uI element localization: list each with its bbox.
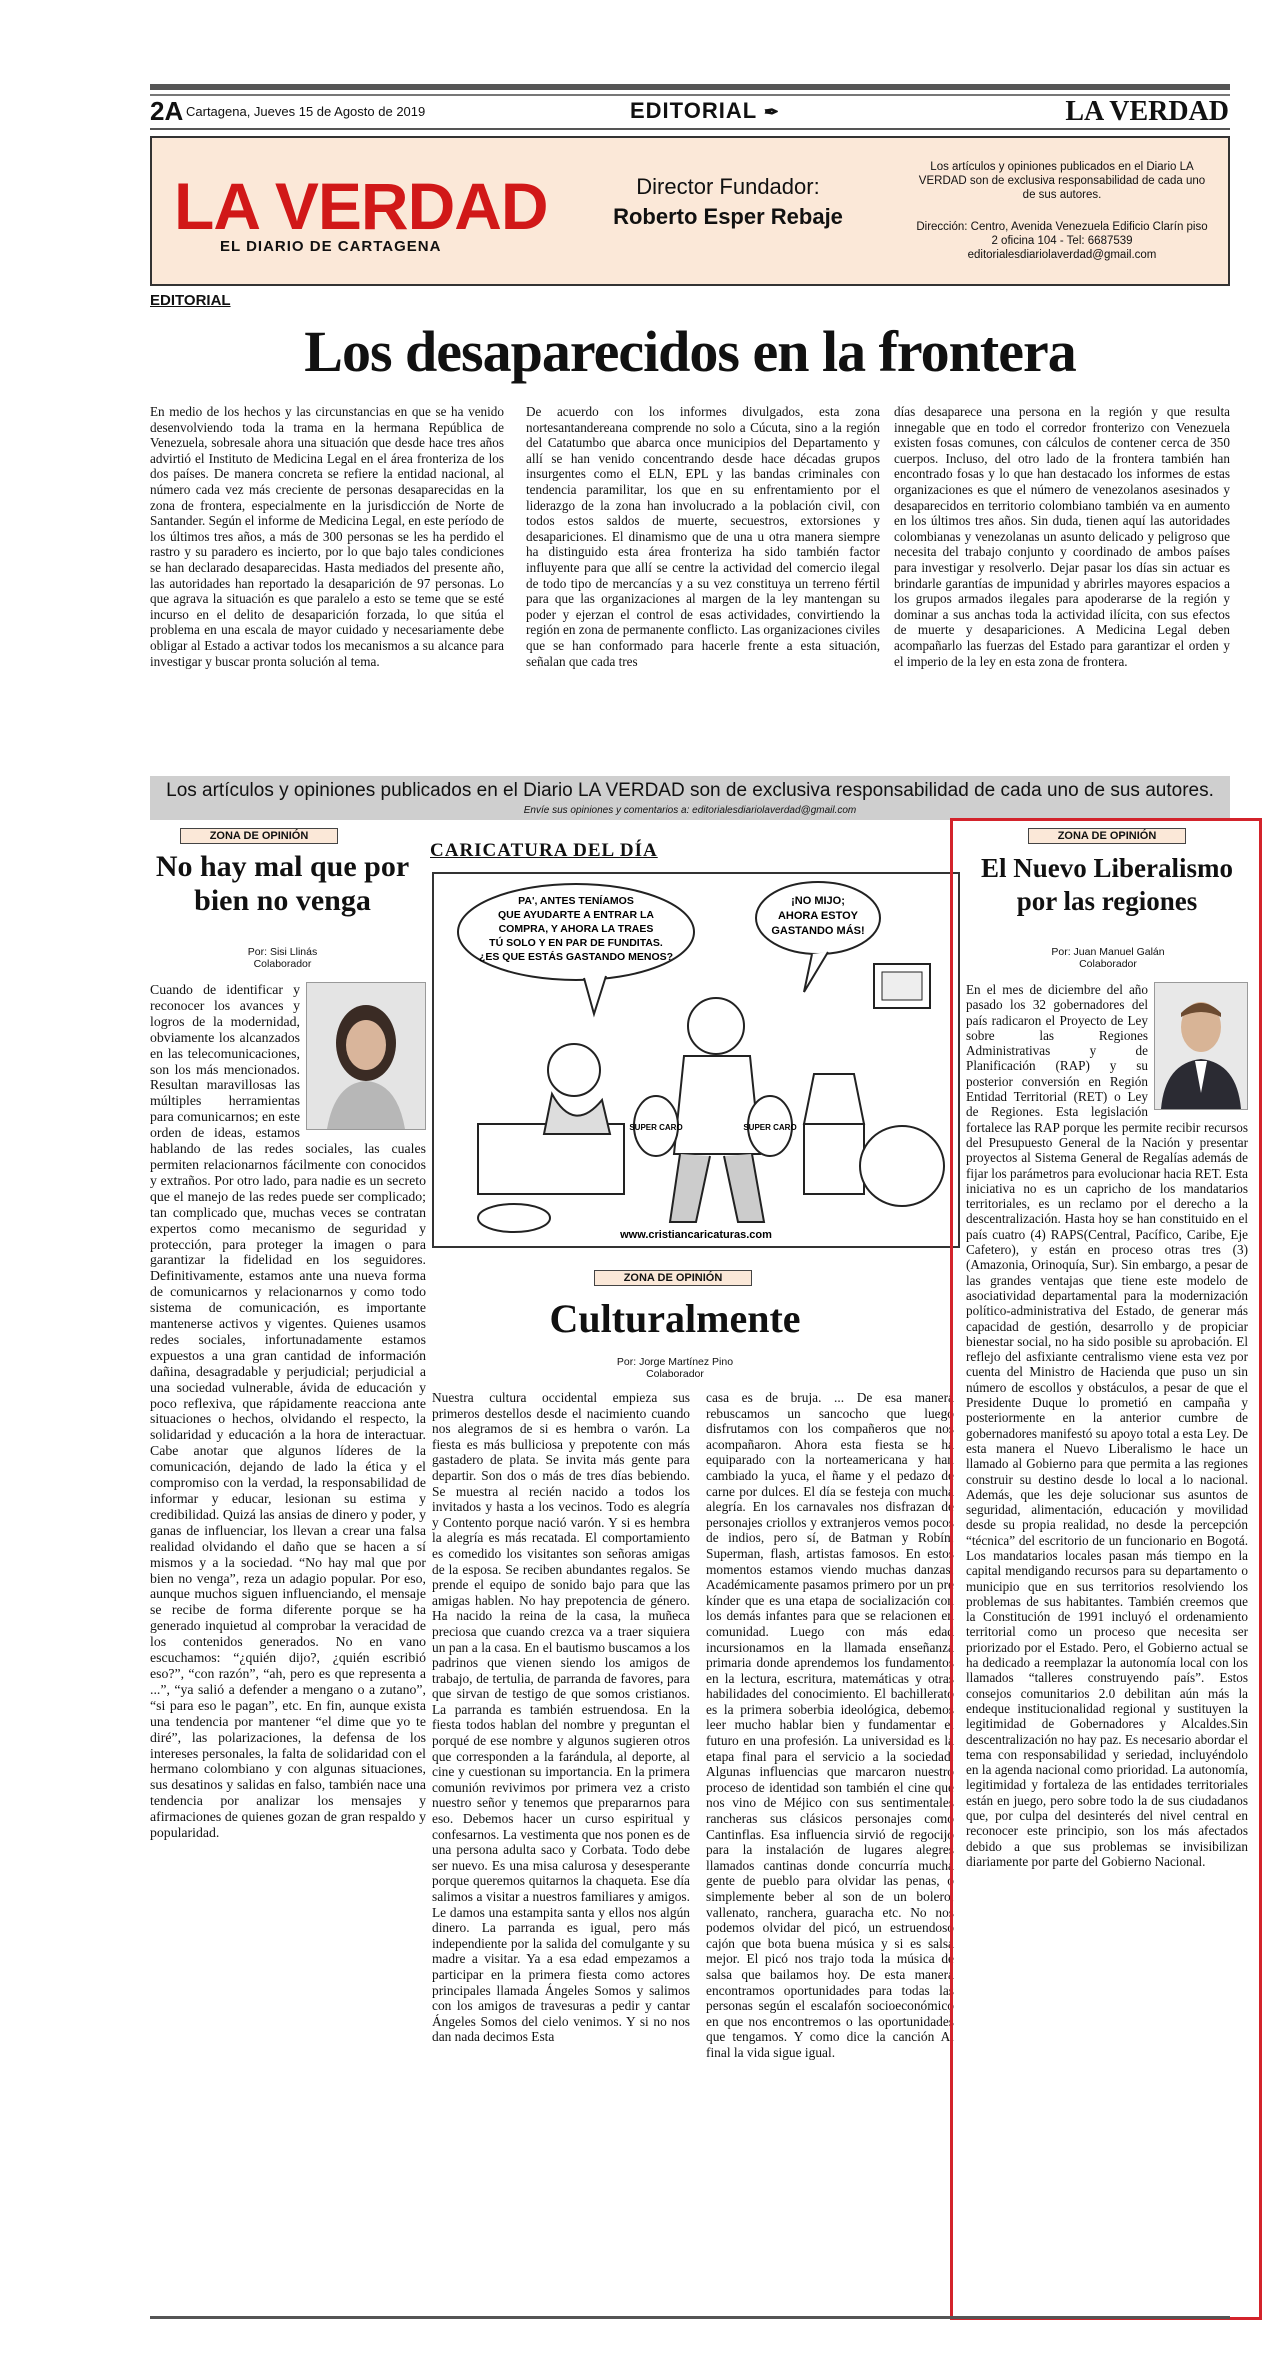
bag-label-2: SUPER CARO: [743, 1123, 797, 1132]
opinion-right-text: En el mes de diciembre del año pasado los 32 gobernadores del país radicaron el Proyecto de Ley sobre las Regiones Administrativas y de Planificación (RAP) y su posterior conversión en Región Entidad Territorial (RET) o Ley de Regiones. Esta legislación fortalece las RAP porque les permite recibir recursos del Presupuesto General de la Nación y presentar proyectos al Sistema General de Regalías además de fijar los parámetros para evolucionar hacia RET. Esta iniciativa no es un capricho de los mandatarios territoriales, es un reclamo por el derecho a la descentralización. Hasta hoy se han constituido en el país cuatro (4) RAPS(Central, Pacífico, Caribe, Eje Cafetero), y están en proceso otras tres (3) (Amazonia, Orinoquía, Sur). Sin embargo, a pesar de las grandes ventajas que tiene este modelo de asociatividad departamental para la modernización político-administrativa del Estado, de generar más capacidad de gestión, desarrollo y de propiciar bienestar social, no ha sido posible su aprobación. El reflejo del asfixiante centralismo viene esta vez por cuenta del Ministro de Hacienda que puso un sin número de escollos y obstáculos, a pesar de que el Presidente Duque lo prometió en campaña y posteriormente en la anterior cumbre de gobernadores manifestó su apoyo total a esta Ley. De esta manera el Nuevo Liberalismo le hace un llamado al Gobierno para que permita a las regiones construir su destino desde lo local a lo nacional. Además, que les deje solucionar sus asuntos de seguridad, alimentación, educación y movilidad desde su propia realidad, no desde la percepción “técnica” del escritorio de un funcionario en Bogotá. Los mandatarios locales pasan más tiempo en la capital mendigando recursos para su departamento o municipio que en sus territorios resolviendo los problemas de sus habitantes. También creemos que la Constitución de 1991 incluyó el ordenamiento territorial como un proceso que necesita ser priorizado por el Estado. Pero, el Gobierno actual se ha dedicado a reemplazar la autonomía local con los llamados “talleres construyendo país”. Estos consejos comunitarios 2.0 debilitan aún más la endeque institucionalidad regional y sustituyen la legitimidad de Gobernadores y Alcaldes.Sin descentralización no hay paz. Es necesario abordar el tema con responsabilidad y seriedad, incluyéndolo en la agenda nacional como prioridad. La autonomía, legitimidad y fortaleza de las entidades territoriales están en juego, pero sobre todo la de sus ciudadanos que, por culpa del desinterés del nivel central en reconocer este principio, son los más afectados debido a que sus problemas se invisibilizan diariamente por parte del Gobierno Nacional.: [966, 982, 1248, 1869]
opinion-right-role: Colaborador: [1079, 958, 1137, 970]
bottom-rule: [150, 2316, 1230, 2319]
zona-opinion-badge-center: ZONA DE OPINIÓN: [594, 1270, 752, 1286]
masthead: [150, 136, 1230, 286]
page-date: Cartagena, Jueves 15 de Agosto de 2019: [186, 104, 426, 119]
masthead-info: [912, 160, 1212, 262]
page-number: 2A: [150, 96, 184, 126]
opinion-right-author: Por: Juan Manuel Galán: [1051, 946, 1165, 958]
bubble-right-line-1: ¡NO MIJO;: [791, 895, 845, 907]
opinion-left-title: No hay mal que por bien no venga: [155, 850, 410, 917]
opinion-left-body: [150, 982, 426, 2272]
header-brand: LA VERDAD: [1065, 96, 1229, 127]
opinion-left-byline: [170, 946, 395, 970]
bubble-left-line-3: COMPRA, Y AHORA LA TRAES: [498, 923, 654, 935]
editorial-headline: Los desaparecidos en la frontera: [304, 319, 1076, 384]
top-rule: [150, 84, 1230, 90]
opinion-right-title: El Nuevo Liberalismo por las regiones: [980, 853, 1233, 916]
editorial-column-1: En medio de los hechos y las circunstancias en que se ha venido desenvolviendo toda la trama en la hermana República de Venezuela, sobresale ahora una situación que desde hace tres años advirtió el Instituto de Medicina Legal en el área fronteriza de los dos países. De manera concreta se refiere la entidad nacional, al número cada vez más creciente de personas desaparecidas en la zona de frontera, especialmente en la jurisdicción de Norte de Santander. Según el informe de Medicina Legal, en este período de los últimos tres años, a más de 300 personas se les ha perdido el rastro y su paradero es incierto, por lo que bajo tales condiciones se han declarado desaparecidas. Hasta mediados del presente año, las autoridades han reportado la desaparición de 97 personas. Lo que agrava la situación es que paralelo a esto se teme que se esté incurso en el delito de desaparición forzada, lo que sitúa el problema en una escala de mayor cuidado y necesariamente debe obligar al Estado a activar todos los mecanismos a su alcance para investigar y buscar pronta solución al tema.: [150, 404, 504, 669]
banner-contact: Envíe sus opiniones y comentarios a: editorialesdiariolaverdad@gmail.com: [523, 805, 857, 816]
masthead-address: Dirección: Centro, Avenida Venezuela Edificio Clarín piso 2 oficina 104 - Tel: 6687539: [916, 221, 1208, 247]
bubble-left-line-4: TÚ SOLO Y EN PAR DE FUNDITAS.: [489, 937, 663, 949]
opinion-center-column-1: Nuestra cultura occidental empieza sus primeros destellos desde el nacimiento cuando nos alegramos de si es hembra o varón. La fiesta es más bulliciosa y prepotente con más gastadero de plata. Se invita más gente para departir. Son dos o más de tres días bebiendo. Se muestra al recién nacido a todos los invitados y hasta a los vecinos. Todo es alegría y Contento porque nació varón. Y si es hembra la alegría es más recatada. El comportamiento es comedido los visitantes son señoras amigas de la esposa. Se reciben abundantes regalos. Se prende el equipo de sonido bajo para que las amigas hablen. No hay prepotencia de género. Ha nacido la reina de la casa, la muñeca preciosa que cuando crezca va a traer siquiera un pan a la casa. En el bautismo buscamos a los padrinos que vienen siendo los amigos de trabajo, de tertulia, de parranda de favores, para que sirvan de testigo de que somos cristianos. La parranda es también estruendosa. En la fiesta todos hablan del nombre y preguntan el porqué de ese nombre y algunos sugieren otros que corresponden a la farándula, al deporte, al cine y cuestionan su importancia. En la primera comunión revivimos por primera vez a cristo nuestro señor y tenemos que prepararnos para eso. Debemos hacer un curso espiritual y confesarnos. La vestimenta que nos ponen es de una persona adulta saco y Corbata. Todo debe ser nuevo. Es una misa calurosa y desesperante porque queremos quitarnos la chaqueta. Ese día salimos a visitar a nuestros familiares y amigos. Le damos una estampita santa y ellos nos algún dinero. La parranda es igual, pero más independiente por la salida del comulgante y su madre a visitar. Ya a esa edad empezamos a participar en la primera fiesta como actores principales llamada Ángeles Somos y salimos con los amigos de travesuras a pedir y cantar Ángeles Somos del cielo venimos. Y si no nos dan nada decimos Esta: [432, 1390, 690, 2045]
cartoon-credit: www.cristiancaricaturas.com: [620, 1229, 772, 1241]
masthead-brand: LA VERDAD: [174, 169, 548, 243]
bubble-left-line-2: QUE AYUDARTE A ENTRAR LA: [498, 909, 654, 921]
bubble-right-line-2: AHORA ESTOY: [777, 910, 859, 922]
bubble-right-line-3: GASTANDO MÁS!: [771, 925, 865, 937]
opinion-left-text: Cuando de identificar y reconocer los avances y logros de la modernidad, obviamente los alcanzados en las telecomunicaciones, son los más mencionados. Resultan maravillosas las múltiples herramientas para comunicarnos; en este orden de ideas, estamos hablando de las redes sociales, las cuales permiten relacionarnos fácilmente con conocidos y extraños. Por otro lado, para nadie es un secreto que el manejo de las redes puede ser complicado; tan complicado que, muchas veces se contratan expertos como mecanismo de seguridad y protección, para proteger la imagen o para garantizar la fidelidad en los seguidores. Definitivamente, estamos ante una nueva forma de comunicarnos y relacionarnos y como todo sistema de comunicación, es importante mantenerse activos y vigentes. Quienes usamos redes sociales, infortunadamente estamos expuestos a una gran cantidad de información dañina, desagradable y perjudicial; perjudicial a una sociedad vulnerable, ávida de educación y poco reflexiva, que rápidamente reacciona ante situaciones o hechos, olvidando el respecto, la solidaridad y educación a la hora de interactuar. Cabe anotar que algunos líderes de la comunicación, dejando de lado la ética y el compromiso con la verdad, la responsabilidad de informar y educar, lesionan su estima y credibilidad. Quizá las ansias de dinero y poder, y ganas de influenciar, los llevan a crear una falsa realidad olvidando el daño que se hacen a sí mismos y a la sociedad. “No hay mal que por bien no venga”, reza un adagio popular. Por eso, aunque muchos siguen influenciando, el mensaje se recibe de forma diferente porque se ha generado inquietud al comprobar la veracidad de los contenidos generados. No en vano escuchamos: “¿quién dijo?, ¿quién escribió eso?”, “con razón”, “ah, pero es que representa a ...”, “ya salió a defender a mengano o a zutano”, “si para eso le pagan”, etc. En fin, aunque exista una tendencia por mantener “el dime que yo te diré”, las polarizaciones, la defensa de los intereses personales, la falta de solidaridad con el hermano colombiano y con algunas situaciones, sus desatinos y salidas en falso, también nace una tendencia por analizar los mensajes y afirmaciones de quienes gozan de gran respaldo y popularidad.: [150, 982, 426, 1841]
opinion-center-author: Por: Jorge Martínez Pino: [616, 1356, 734, 1368]
section-title: [630, 98, 780, 124]
opinion-center-column-2: casa es de bruja. ... De esa manera rebuscamos un sancocho que luego disfrutamos con los compañeros que nos acompañaron. Ahora esta fiesta se ha equiparado con la norteamericana y han cambiado la yuca, el ñame y el pedazo de carne por dulces. El día se festeja con mucha alegría. En los carnavales nos disfrazan de personajes criollos y extranjeros vemos pocos de indios, pero sí, de Batman y Robín, Superman, flash, artistas famosos. En estos momentos estamos viendo muchas danzas. Académicamente pasamos primero por un pre kínder que es una etapa de socialización con los demás infantes para que se relacionen en comunidad. Luego con más edad incursionamos en la llamada enseñanza primaria donde aprendemos los fundamentos en la lectura, escritura, matemáticas y otras habilidades del conocimiento. El bachillerato es la primera soberbia ideológica, debemos leer mucho hablar bien y fundamentar el futuro en una profesión. La universidad es la etapa final para el servicio a la sociedad. Algunas influencias que marcaron nuestro proceso de identidad son también el cine que nos vino de Méjico con sus sentimentales rancheras sus clásicos personajes como Cantinflas. Esa influencia sirvió de regocijo para la instalación de lugares alegres llamados cantinas donde concurría mucha gente de pueblo para olvidar las penas, o simplemente beber al son de un bolero, vallenato, ranchera, guaracha etc. No nos podemos olvidar del picó, un estruendoso cajón que bota buena música y si es salsa mejor. El picó nos trajo toda la música de salsa que bailamos hoy. De esta manera encontramos oportunidades para todas las personas según el escalafón socioeconómico en que nos encontremos o las oportunidades que tengamos. Y como dice la canción Al final la vida sigue igual.: [706, 1390, 954, 2060]
masthead-email[interactable]: editorialesdiariolaverdad@gmail.com: [967, 249, 1157, 261]
author-photo-right: [1154, 982, 1248, 1110]
editorial-column-2: De acuerdo con los informes divulgados, esta zona nortesantandereana comprende no solo a Cúcuta, sino a la región del Catatumbo que abarca once municipios del Departamento y allí se han venido concentrando desde hace décadas grupos insurgentes como el ELN, EPL y las bandas criminales con tendencia paramilitar, los que en su enfrentamiento por el liderazgo de la zona han involucrado a la población civil, con todos estos saldos de muerte, secuestros, extorsiones y desapariciones. El dinamismo que de una u otra manera siempre ha distinguido esta área fronteriza ha sido también factor influyente para que allí se centre la actividad del comercio ilegal de todo tipo de mercancías y a su vez constituya un terreno fértil para que las organizaciones al margen de la ley mantengan su poder y ejerzan el control de esas actividades, convirtiendo la región en zona de permanente conflicto. Las organizaciones civiles que se han conformado para hacerle frente a esta situación, señalan que cada tres: [526, 404, 880, 669]
bubble-left-line-1: PA', ANTES TENÍAMOS: [518, 895, 634, 907]
masthead-subtitle: EL DIARIO DE CARTAGENA: [220, 238, 442, 255]
bag-label-1: SUPER CARO: [629, 1123, 683, 1132]
opinion-center-role: Colaborador: [646, 1368, 704, 1380]
header-rule: [150, 128, 1230, 130]
masthead-disclaimer: Los artículos y opiniones publicados en el Diario LA VERDAD son de exclusiva responsabilidad de cada uno de sus autores.: [918, 161, 1206, 201]
opinion-center-byline: [560, 1356, 790, 1380]
opinion-right-body: [966, 982, 1248, 2312]
cartoon: [432, 872, 960, 1248]
caricatura-title: CARICATURA DEL DÍA: [430, 840, 658, 861]
portrait-icon: [1155, 983, 1247, 1109]
bubble-left-line-5: ¿ES QUE ESTÁS GASTANDO MENOS?: [478, 951, 674, 963]
editorial-label: EDITORIAL: [150, 292, 231, 309]
author-photo-left: [306, 982, 426, 1130]
cartoon-drawing: [434, 874, 958, 1246]
director-label: Director Fundador:: [636, 174, 820, 199]
quill-icon: ✒: [763, 102, 780, 122]
opinion-left-author: Por: Sisi Llinás: [247, 946, 318, 958]
zona-opinion-badge-left: ZONA DE OPINIÓN: [180, 828, 338, 844]
opinion-center-title: Culturalmente: [549, 1296, 801, 1341]
opinion-left-role: Colaborador: [253, 958, 312, 970]
director-name: Roberto Esper Rebaje: [613, 204, 843, 229]
opinion-right-byline: [990, 946, 1226, 970]
editorial-column-3: días desaparece una persona en la región y que resulta innegable que en todo el corredor fronterizo con Venezuela existen fosas comunes, con cálculos de contener cerca de 350 cuerpos. Incluso, del otro lado de la frontera también han encontrado fosas y lo que han destacado los informes de estas organizaciones es que el número de venezolanos asesinados y desaparecidos en territorio colombiano también va en aumento en los últimos tres años. Sin duda, tienen aquí las autoridades colombianas y venezolanas un asunto delicado y peligroso que necesita del trabajo conjunto y coordinado de ambos países para investigar y resolverlo. Dejar pasar los días sin actuar es brindarle garantías de impunidad y abrirles mayores espacios a los grupos armados ilegales para apoderarse de la región y dominar a sus anchas toda la actividad ilícita, con sus efectos de muerte y desapariciones. A Medicina Legal deben acompañarlo las fuerzas del Estado para garantizar el orden y el imperio de la ley en esta zona de frontera.: [894, 404, 1230, 669]
section-label: EDITORIAL: [630, 98, 757, 123]
zona-opinion-badge-right: ZONA DE OPINIÓN: [1028, 828, 1186, 844]
portrait-icon: [307, 983, 425, 1129]
banner-text: Los artículos y opiniones publicados en el Diario LA VERDAD son de exclusiva responsabilidad de cada uno de sus autores.: [166, 780, 1214, 801]
